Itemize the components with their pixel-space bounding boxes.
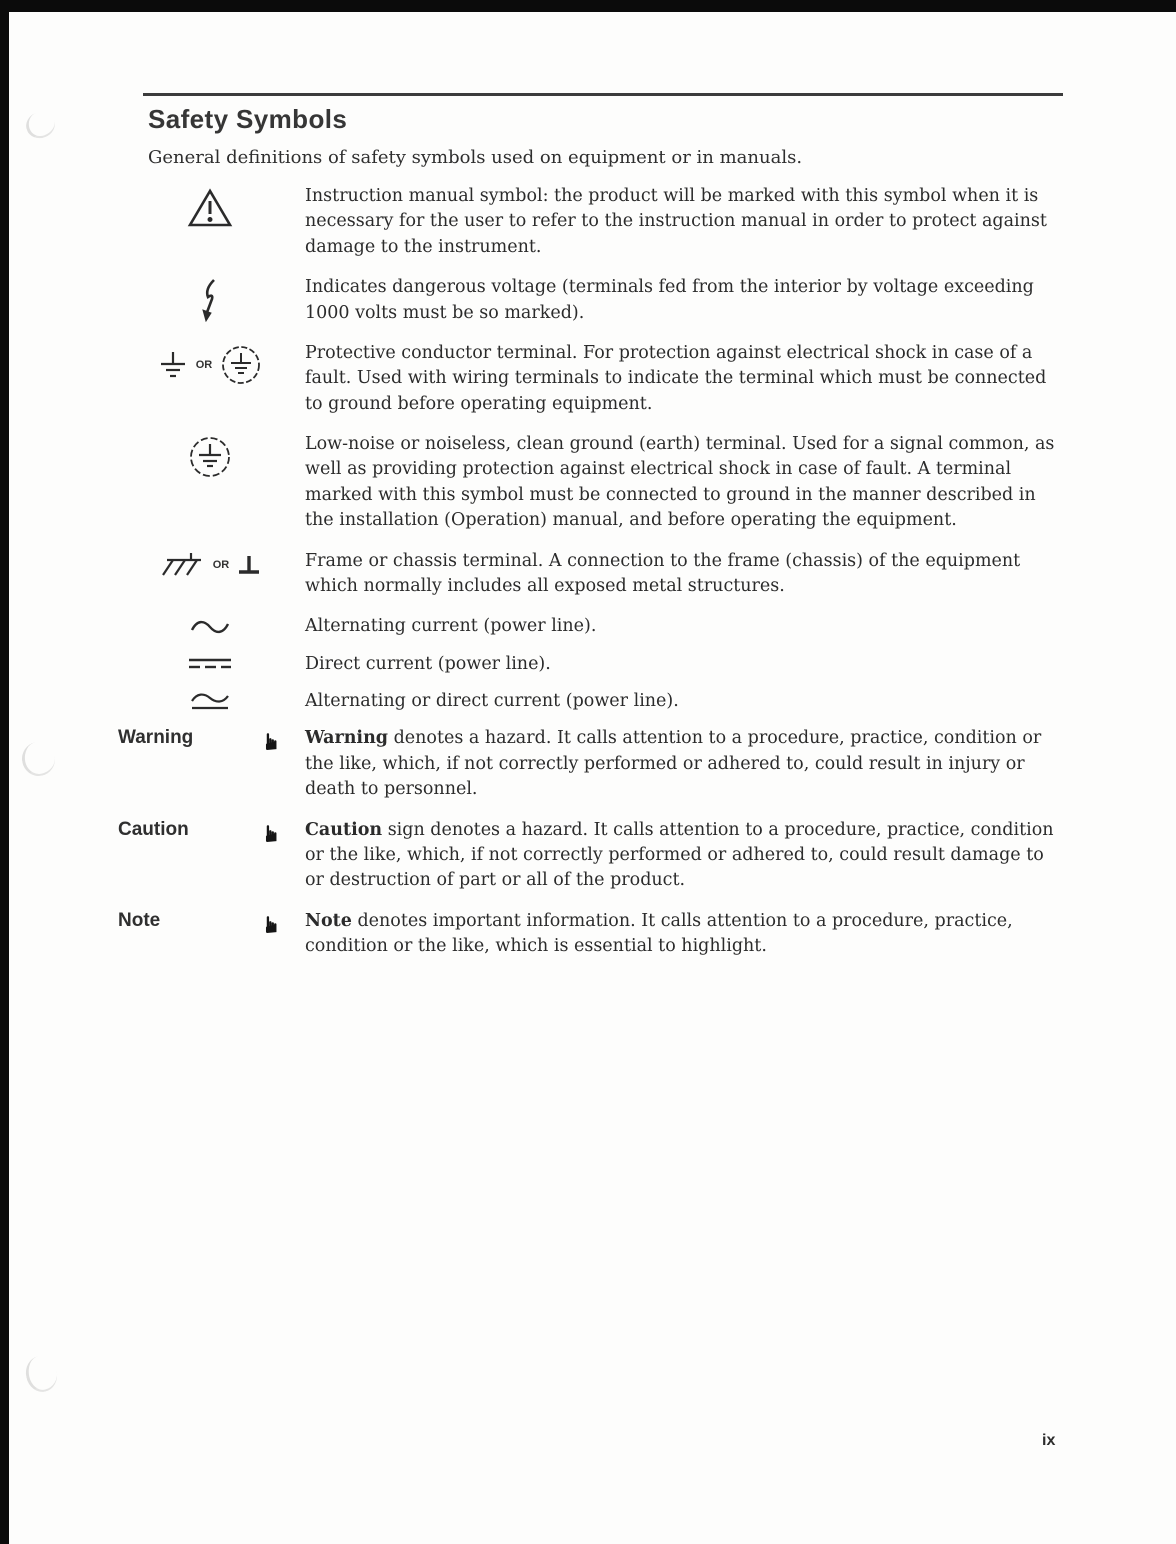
page-number: ix [1042, 1432, 1056, 1449]
alert-description [305, 818, 1063, 894]
symbol-row-dc [115, 652, 1063, 677]
scan-artifact [23, 1353, 61, 1395]
note-text: denotes important information. It calls attention to a procedure, practice, condition or the like, which is essential to highlight. [305, 910, 1013, 956]
earth-ground-icon [158, 351, 188, 379]
scan-artifact [19, 739, 57, 778]
direct-current-icon [187, 657, 233, 671]
page-title: Safety Symbols [148, 104, 348, 134]
pointing-hand-icon: ☛ [259, 913, 286, 935]
circled-ground-icon [220, 344, 262, 386]
scan-artifact [22, 108, 58, 142]
perpendicular-frame-icon [237, 554, 261, 576]
alert-row-caution [115, 818, 1063, 894]
symbol-row-protective-conductor [115, 341, 1063, 417]
symbol-description: Frame or chassis terminal. A connection to the frame (chassis) of the equipment which normally includes all exposed metal structures. [305, 550, 1021, 596]
symbol-description: Indicates dangerous voltage (terminals fed from the interior by voltage exceeding 1000 volts must be so marked). [305, 277, 1034, 323]
symbol-row-ac [115, 614, 1063, 639]
scan-edge-top [0, 0, 1176, 12]
dangerous-voltage-lightning-icon [199, 278, 221, 322]
page-content [115, 104, 1063, 974]
or-label: OR [212, 558, 230, 571]
instruction-manual-triangle-icon [187, 187, 233, 229]
symbol-description: Alternating current (power line). [305, 616, 597, 637]
or-label: OR [195, 358, 213, 371]
alternating-or-direct-current-icon [189, 692, 231, 712]
alert-description [305, 909, 1063, 960]
symbol-description: Instruction manual symbol: the product will be marked with this symbol when it is necessary for the user to refer to the instruction manual in order to protect against damage to the instrument. [305, 186, 1047, 257]
note-lead: Note [305, 910, 352, 931]
alert-description [305, 726, 1063, 802]
symbol-description: Alternating or direct current (power line). [305, 691, 679, 711]
alternating-current-icon [189, 618, 231, 636]
low-noise-ground-terminal-icon [188, 435, 232, 479]
alert-row-note [115, 909, 1063, 960]
symbol-row-ac-dc [115, 689, 1063, 714]
header-rule [143, 93, 1063, 96]
warning-text: denotes a hazard. It calls attention to a procedure, practice, condition or the like, which, if not correctly performed or adhered to, could result in injury or death to personnel. [305, 728, 1042, 800]
symbol-row-dangerous-voltage [115, 275, 1063, 326]
symbol-description: Low-noise or noiseless, clean ground (earth) terminal. Used for a signal common, as well as providing protection against electrical shock in case of fault. A terminal marked with this symbol must be connected to ground in the manner described in the installation (Operation) manual, and before operating the equipment. [305, 434, 1055, 531]
symbol-row-instruction-manual [115, 184, 1063, 260]
symbol-description: Direct current (power line). [305, 653, 551, 674]
caution-lead: Caution [305, 819, 383, 840]
warning-label: Warning [118, 727, 194, 749]
note-label: Note [118, 909, 161, 931]
pointing-hand-icon: ☛ [259, 822, 286, 844]
intro-text: General definitions of safety symbols used on equipment or in manuals. [148, 147, 803, 168]
warning-lead: Warning [305, 728, 389, 749]
caution-label: Caution [118, 818, 189, 840]
symbol-row-low-noise-ground [115, 432, 1063, 534]
symbol-description: Protective conductor terminal. For protection against electrical shock in case of a fault. Used with wiring terminals to indicate the terminal which must be connected to ground before operating equipment. [305, 342, 1047, 414]
alert-row-warning [115, 726, 1063, 802]
scan-edge-left [0, 0, 9, 1544]
pointing-hand-icon: ☛ [259, 731, 286, 753]
symbol-row-frame-chassis [115, 549, 1063, 600]
chassis-ground-icon [159, 552, 205, 578]
caution-text: sign denotes a hazard. It calls attention to a procedure, practice, condition or the like, which, if not correctly performed or adhered to, could result damage to or destruction of part or all of the product. [305, 819, 1054, 891]
